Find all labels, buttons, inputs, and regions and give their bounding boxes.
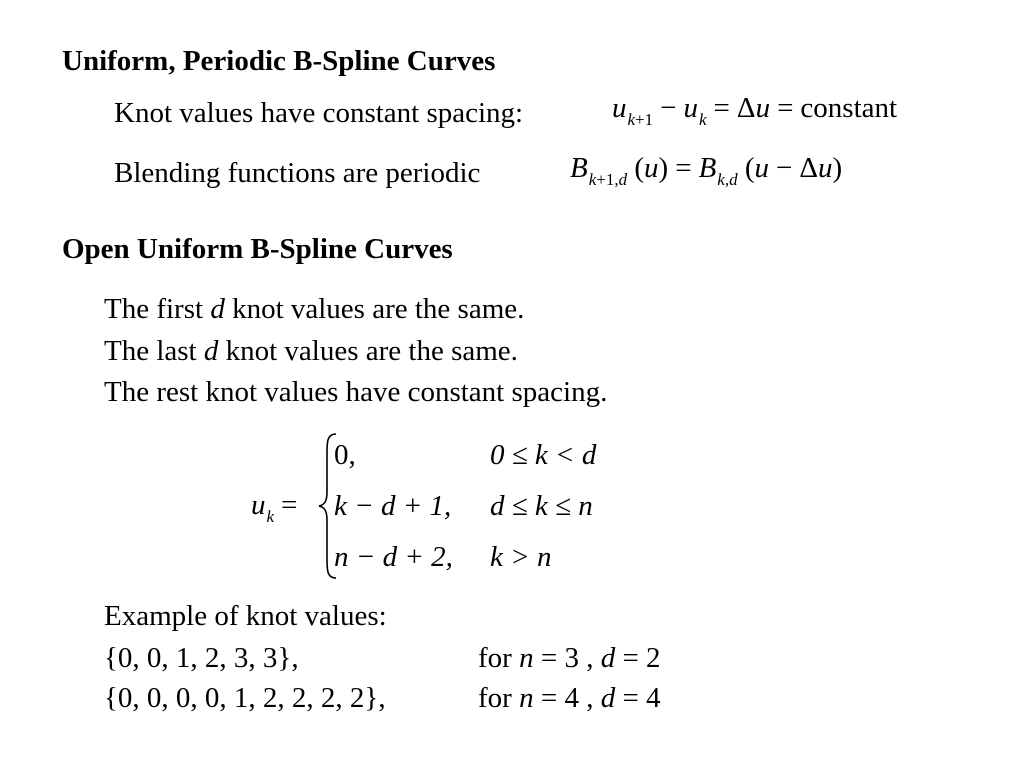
- example-set-2: {0, 0, 0, 0, 1, 2, 2, 2, 2},: [104, 682, 386, 714]
- knot-spacing-formula: $u_{k+1} - u_k = \Delta u$ = constant: [612, 92, 898, 129]
- open-uniform-line-last: The last d knot values are the same.: [104, 335, 518, 367]
- open-uniform-line-first: The first d knot values are the same.: [104, 293, 525, 325]
- example-set-1: {0, 0, 1, 2, 3, 3},: [104, 642, 299, 674]
- case-value-1: 0,: [334, 439, 356, 471]
- example-params-1: for n = 3 , d = 2: [478, 642, 661, 674]
- knot-spacing-text: Knot values have constant spacing:: [114, 97, 524, 129]
- example-heading: Example of knot values:: [104, 600, 387, 632]
- case-value-2: k − d + 1,: [334, 490, 452, 522]
- open-uniform-line-rest: The rest knot values have constant spacing.: [104, 376, 608, 408]
- case-value-3: n − d + 2,: [334, 541, 453, 573]
- piecewise-lhs: $u_k$ =: [251, 489, 298, 526]
- periodic-blending-text: Blending functions are periodic: [114, 157, 481, 189]
- periodic-blending-formula: $B_{k+1,d}$ $(u) = B_{k,d}$ (u − Δu): [570, 152, 843, 189]
- section-title-open-uniform: Open Uniform B-Spline Curves: [62, 233, 453, 265]
- section-title-periodic: Uniform, Periodic B-Spline Curves: [62, 45, 496, 77]
- example-params-2: for n = 4 , d = 4: [478, 682, 661, 714]
- formula-constant-word: constant: [800, 92, 898, 124]
- case-condition-3: k > n: [490, 541, 552, 573]
- case-condition-2: d ≤ k ≤ n: [490, 490, 593, 522]
- case-condition-1: 0 ≤ k < d: [490, 439, 597, 471]
